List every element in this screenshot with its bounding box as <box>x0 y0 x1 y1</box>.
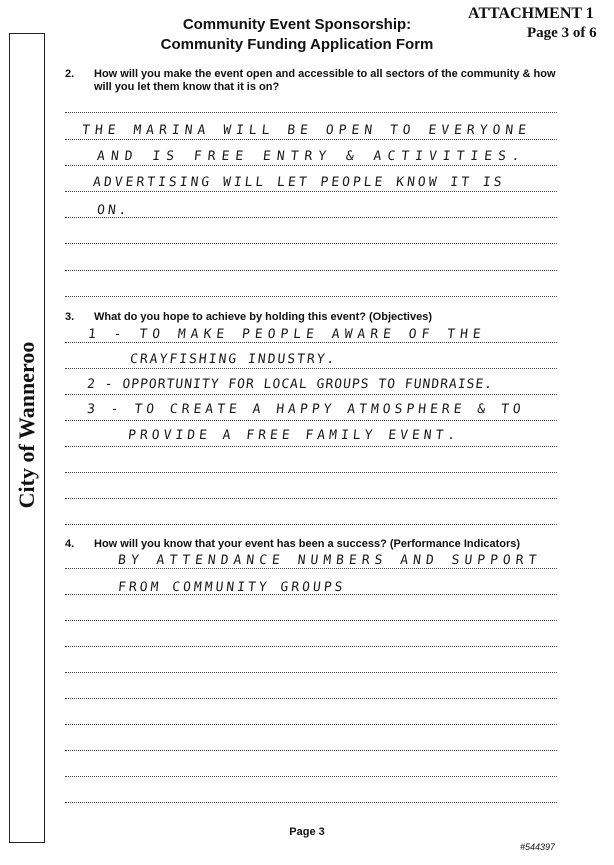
answer-line <box>65 776 557 777</box>
answer-line <box>65 217 557 218</box>
handwritten-answer: THE MARINA WILL BE OPEN TO EVERYONE <box>81 123 532 138</box>
attachment-label: ATTACHMENT 1 <box>468 5 594 22</box>
answer-line <box>65 498 557 499</box>
answer-line <box>65 191 557 192</box>
handwritten-answer: BY ATTENDANCE NUMBERS AND SUPPORT <box>117 553 543 568</box>
answer-line <box>65 672 557 673</box>
answer-line <box>65 296 557 297</box>
question-4-number: 4. <box>65 538 75 550</box>
question-3-number: 3. <box>65 311 75 323</box>
handwritten-answer: ADVERTISING WILL LET PEOPLE KNOW IT IS <box>92 175 506 190</box>
handwritten-answer: FROM COMMUNITY GROUPS <box>117 580 347 595</box>
answer-line <box>65 394 557 395</box>
handwritten-answer: 3 - TO CREATE A HAPPY ATMOSPHERE & TO <box>86 402 526 417</box>
answer-line <box>65 698 557 699</box>
handwritten-answer: CRAYFISHING INDUSTRY. <box>129 352 338 367</box>
handwritten-answer: 1 - TO MAKE PEOPLE AWARE OF THE <box>87 327 487 342</box>
sidebar-city-label: City of Wanneroo <box>14 341 39 509</box>
answer-line <box>65 750 557 751</box>
question-3-text: What do you hope to achieve by holding this event? (Objectives) <box>94 311 432 323</box>
form-title-line2: Community Funding Application Form <box>160 36 434 53</box>
question-4-text: How will you know that your event has been a success? (Performance Indicators) <box>94 538 521 550</box>
answer-line <box>65 420 557 421</box>
answer-line <box>65 446 557 447</box>
handwritten-answer: 2 - OPPORTUNITY FOR LOCAL GROUPS TO FUNDRAISE. <box>86 377 494 392</box>
answer-line <box>65 472 557 473</box>
answer-line <box>65 243 557 244</box>
question-2-number: 2. <box>65 68 75 80</box>
answer-line <box>65 646 557 647</box>
question-2-text: How will you make the event open and accessible to all sectors of the community & how will you let them know that it is on? <box>94 68 556 93</box>
answer-line <box>65 139 557 140</box>
answer-line <box>65 112 557 113</box>
answer-line <box>65 270 557 271</box>
answer-line <box>65 724 557 725</box>
handwritten-answer: ON. <box>96 203 131 218</box>
answer-line <box>65 524 557 525</box>
handwritten-answer: PROVIDE A FREE FAMILY EVENT. <box>127 428 460 443</box>
answer-line <box>65 342 557 343</box>
form-title-line1: Community Event Sponsorship: <box>182 16 412 33</box>
answer-line <box>65 165 557 166</box>
answer-line <box>65 802 557 803</box>
answer-line <box>65 368 557 369</box>
page-count: Page 3 of 6 <box>527 25 597 41</box>
answer-line <box>65 620 557 621</box>
answer-line <box>65 568 557 569</box>
document-reference: #544397 <box>520 842 556 852</box>
handwritten-answer: AND IS FREE ENTRY & ACTIVITIES. <box>96 149 527 164</box>
footer-page-number: Page 3 <box>289 826 325 838</box>
